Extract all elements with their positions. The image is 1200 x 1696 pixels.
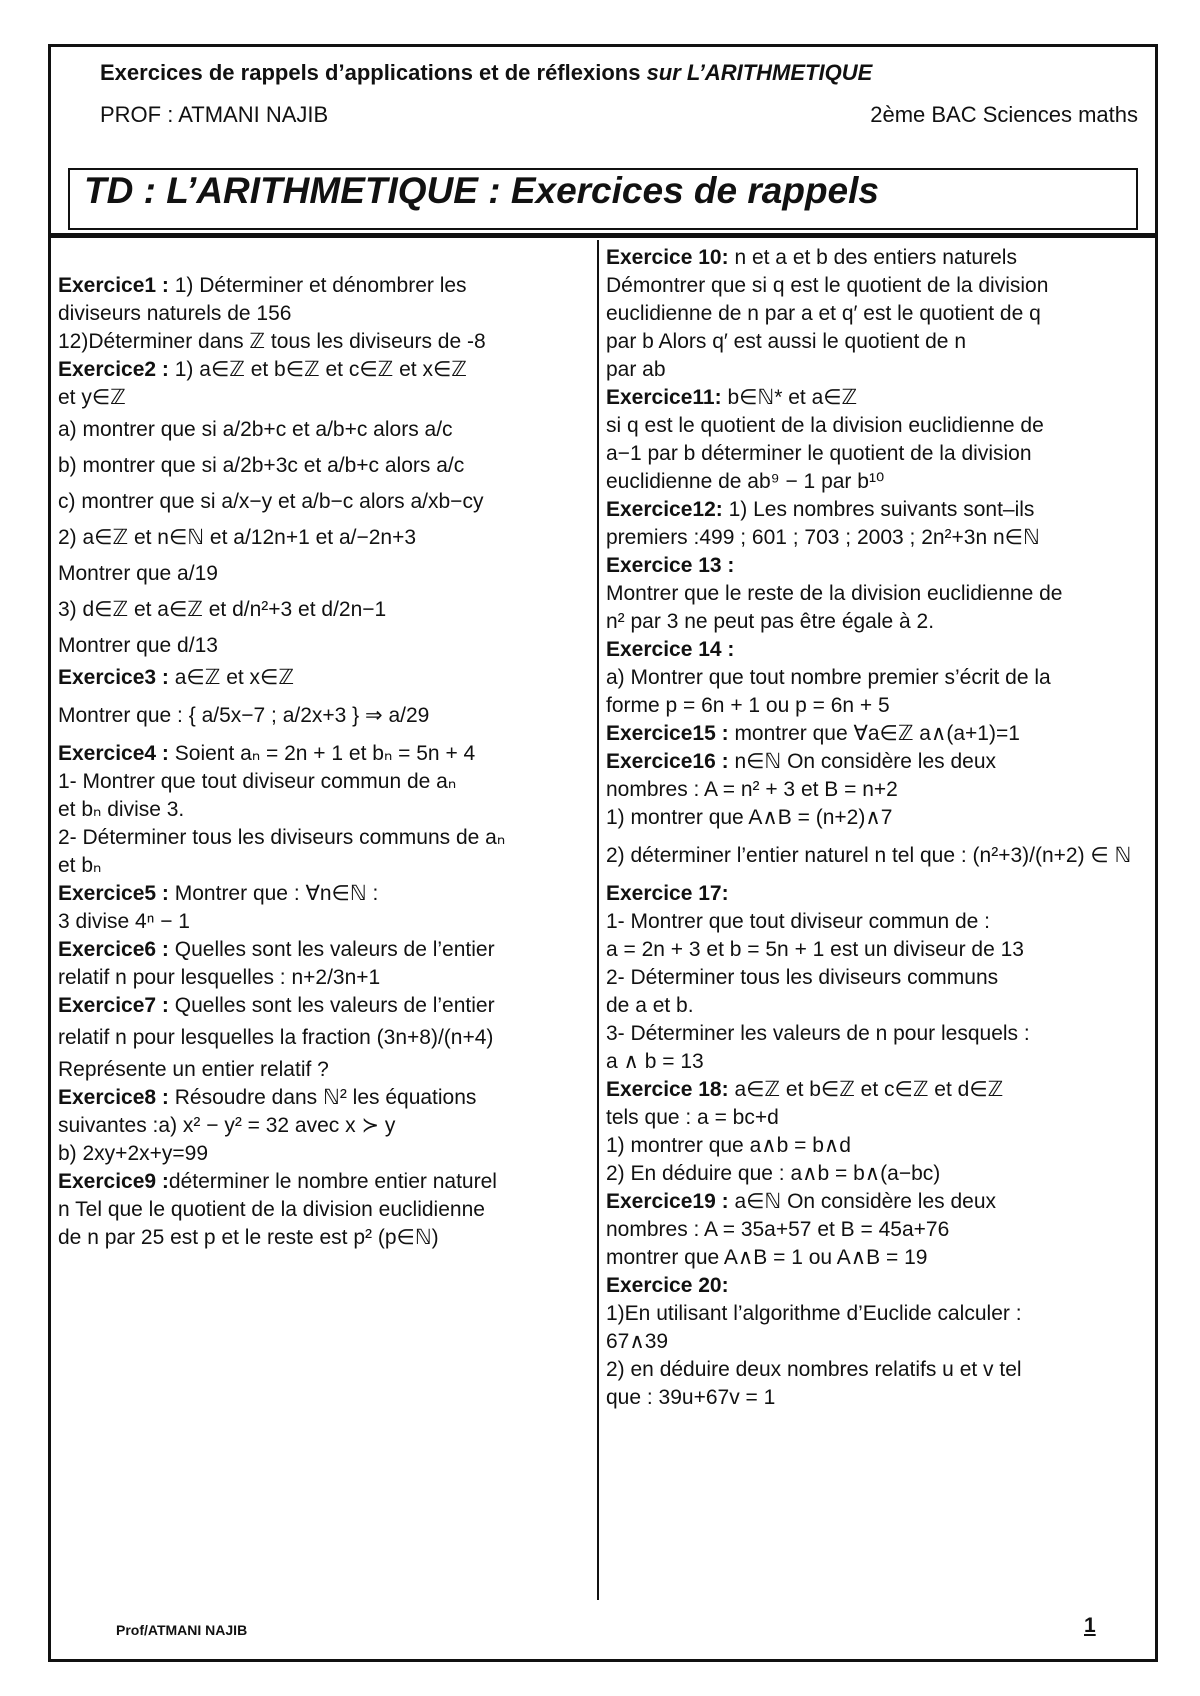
exercise-text: Montrer que a/19 <box>58 562 218 585</box>
exercise-text: diviseurs naturels de 156 <box>58 302 292 325</box>
text-line <box>606 776 1146 804</box>
exercise-text: 1- Montrer que tout diviseur commun de aₙ <box>58 770 457 793</box>
exercise-text: a−1 par b déterminer le quotient de la division <box>606 442 1032 465</box>
text-line <box>58 936 588 964</box>
exercise-text: b) montrer que si a/2b+3c et a/b+c alors a/c <box>58 454 465 477</box>
text-line <box>58 992 588 1020</box>
text-line <box>606 356 1146 384</box>
text-line <box>58 664 588 692</box>
exercise-text: Montrer que le reste de la division euclidienne de <box>606 582 1063 605</box>
exercise-text: a∈ℕ On considère les deux <box>728 1190 997 1213</box>
text-line <box>606 636 1146 664</box>
text-line <box>606 440 1146 468</box>
exercise-heading: Exercice2 : <box>58 358 169 381</box>
text-line <box>606 1076 1146 1104</box>
text-line <box>606 692 1146 720</box>
exercise-text: a∈ℤ et b∈ℤ et c∈ℤ et d∈ℤ <box>728 1078 1004 1101</box>
text-line <box>606 804 1146 832</box>
text-line <box>606 1020 1146 1048</box>
exercise-text: de a et b. <box>606 994 694 1017</box>
exercise-heading: Exercice3 : <box>58 666 169 689</box>
exercise-text: n² par 3 ne peut pas être égale à 2. <box>606 610 935 633</box>
exercise-text: 3- Déterminer les valeurs de n pour lesquels : <box>606 1022 1030 1045</box>
exercise-text: 67∧39 <box>606 1330 669 1353</box>
exercise-text: Démontrer que si q est le quotient de la division <box>606 274 1049 297</box>
text-line <box>58 852 588 880</box>
text-line <box>58 796 588 824</box>
text-line <box>58 1056 588 1084</box>
exercise-text: Montrer que : { a/5x−7 ; a/2x+3 } ⇒ a/29 <box>58 704 430 727</box>
exercise-text: 3) d∈ℤ et a∈ℤ et d/n²+3 et d/2n−1 <box>58 598 387 621</box>
text-line <box>58 964 588 992</box>
exercise-text: a) montrer que si a/2b+c et a/b+c alors a/c <box>58 418 453 441</box>
text-line <box>58 628 588 664</box>
text-line <box>58 592 588 628</box>
teacher-name: PROF : ATMANI NAJIB <box>100 102 329 127</box>
exercise-text: c) montrer que si a/x−y et a/b−c alors a/xb−cy <box>58 490 484 513</box>
footer-author: Prof/ATMANI NAJIB <box>116 1622 248 1638</box>
exercise-text: relatif n pour lesquelles la fraction (3n+8)/(n+4) <box>58 1026 494 1049</box>
exercise-text: 1) Les nombres suivants sont–ils <box>722 498 1035 521</box>
exercise-text: 1) Déterminer et dénombrer les <box>168 274 467 297</box>
text-line <box>58 824 588 852</box>
exercise-text: et y∈ℤ <box>58 386 126 409</box>
exercise-heading: Exercice9 : <box>58 1170 169 1193</box>
text-line <box>58 1168 588 1196</box>
exercise-text: a ∧ b = 13 <box>606 1050 704 1073</box>
exercise-heading: Exercice 17: <box>606 882 729 905</box>
exercise-heading: Exercice1 : <box>58 274 169 297</box>
exercise-text: par ab <box>606 358 666 381</box>
text-line <box>58 908 588 936</box>
exercise-text: Quelles sont les valeurs de l’entier <box>168 938 495 961</box>
text-line <box>58 484 588 520</box>
exercise-text: 1) a∈ℤ et b∈ℤ et c∈ℤ et x∈ℤ <box>168 358 467 381</box>
text-line <box>606 608 1146 636</box>
exercise-text: a = 2n + 3 et b = 5n + 1 est un diviseur de 13 <box>606 938 1024 961</box>
exercise-text: 1) montrer que A∧B = (n+2)∧7 <box>606 806 893 829</box>
exercise-text: 2) en déduire deux nombres relatifs u et v tel <box>606 1358 1022 1381</box>
text-line <box>606 1104 1146 1132</box>
text-line <box>606 964 1146 992</box>
exercise-text: b) 2xy+2x+y=99 <box>58 1142 209 1165</box>
exercise-text: 3 divise 4ⁿ − 1 <box>58 910 190 933</box>
text-line <box>58 740 588 768</box>
exercise-heading: Exercice16 : <box>606 750 729 773</box>
text-line <box>58 880 588 908</box>
text-line <box>606 1216 1146 1244</box>
exercise-text: 1- Montrer que tout diviseur commun de : <box>606 910 991 933</box>
text-line <box>58 356 588 384</box>
exercise-text: euclidienne de n par a et q′ est le quotient de q <box>606 302 1041 325</box>
exercise-heading: Exercice 18: <box>606 1078 729 1101</box>
exercise-text: Quelles sont les valeurs de l’entier <box>168 994 495 1017</box>
text-line <box>58 1084 588 1112</box>
text-line <box>606 1384 1146 1412</box>
exercise-text: 2- Déterminer tous les diviseurs communs de aₙ <box>58 826 506 849</box>
exercise-text: premiers :499 ; 601 ; 703 ; 2003 ; 2n²+3n n∈ℕ <box>606 526 1040 549</box>
text-line <box>606 880 1146 908</box>
subtitle-plain: Exercices de rappels d’applications et de réflexions <box>100 60 647 85</box>
exercise-heading: Exercice12: <box>606 498 723 521</box>
exercise-text: par b Alors q′ est aussi le quotient de n <box>606 330 966 353</box>
exercise-text: de n par 25 est p et le reste est p² (p∈ℕ) <box>58 1226 439 1249</box>
text-line <box>58 272 588 300</box>
exercise-text: montrer que A∧B = 1 ou A∧B = 19 <box>606 1246 928 1269</box>
exercise-heading: Exercice 10: <box>606 246 729 269</box>
text-line <box>58 384 588 412</box>
text-line <box>606 992 1146 1020</box>
exercise-heading: Exercice19 : <box>606 1190 729 1213</box>
text-line <box>58 328 588 356</box>
text-line <box>58 692 588 740</box>
exercise-text: 2) En déduire que : a∧b = b∧(a−bc) <box>606 1162 941 1185</box>
exercise-heading: Exercice4 : <box>58 742 169 765</box>
page-number: 1 <box>1084 1614 1096 1637</box>
exercise-heading: Exercice 14 : <box>606 638 735 661</box>
text-line <box>606 748 1146 776</box>
exercise-text: Résoudre dans ℕ² les équations <box>168 1086 477 1109</box>
text-line <box>606 1188 1146 1216</box>
exercise-text: relatif n pour lesquelles : n+2/3n+1 <box>58 966 381 989</box>
exercise-text: 2) déterminer l’entier naturel n tel que : (n²+3)/(n+2) ∈ ℕ <box>606 844 1132 867</box>
exercise-heading: Exercice11: <box>606 386 722 409</box>
text-line <box>58 1020 588 1056</box>
text-line <box>606 412 1146 440</box>
exercise-text: Représente un entier relatif ? <box>58 1058 329 1081</box>
exercise-text: a∈ℤ et x∈ℤ <box>168 666 294 689</box>
exercise-heading: Exercice15 : <box>606 722 729 745</box>
exercise-text: Montrer que : ∀n∈ℕ : <box>168 882 379 905</box>
exercise-heading: Exercice8 : <box>58 1086 169 1109</box>
text-line <box>606 384 1146 412</box>
exercise-text: nombres : A = 35a+57 et B = 45a+76 <box>606 1218 950 1241</box>
text-line <box>58 1196 588 1224</box>
text-line <box>606 664 1146 692</box>
text-line <box>606 1160 1146 1188</box>
exercise-text: tels que : a = bc+d <box>606 1106 779 1129</box>
text-line <box>606 720 1146 748</box>
text-line <box>58 556 588 592</box>
exercise-text: si q est le quotient de la division euclidienne de <box>606 414 1044 437</box>
right-column <box>606 244 1146 1412</box>
exercise-text: nombres : A = n² + 3 et B = n+2 <box>606 778 898 801</box>
exercise-text: euclidienne de ab⁹ − 1 par b¹⁰ <box>606 470 885 493</box>
text-line <box>58 1140 588 1168</box>
exercise-text: que : 39u+67v = 1 <box>606 1386 776 1409</box>
text-line <box>606 272 1146 300</box>
column-divider <box>597 240 599 1600</box>
text-line <box>58 520 588 556</box>
text-line <box>606 1048 1146 1076</box>
text-line <box>606 300 1146 328</box>
exercise-text: et bₙ divise 3. <box>58 798 185 821</box>
exercise-heading: Exercice7 : <box>58 994 169 1017</box>
exercise-text: Soient aₙ = 2n + 1 et bₙ = 5n + 4 <box>168 742 476 765</box>
text-line <box>606 244 1146 272</box>
text-line <box>606 1328 1146 1356</box>
text-line <box>606 936 1146 964</box>
exercise-text: 2- Déterminer tous les diviseurs communs <box>606 966 999 989</box>
text-line <box>58 768 588 796</box>
exercise-text: 12)Déterminer dans ℤ tous les diviseurs de -8 <box>58 330 486 353</box>
exercise-text: a) Montrer que tout nombre premier s’écrit de la <box>606 666 1051 689</box>
text-line <box>606 908 1146 936</box>
exercise-text: n et a et b des entiers naturels <box>728 246 1017 269</box>
text-line <box>606 1356 1146 1384</box>
text-line <box>58 1224 588 1252</box>
subtitle-italic: sur L’ARITHMETIQUE <box>646 60 873 85</box>
exercise-text: 2) a∈ℤ et n∈ℕ et a/12n+1 et a/−2n+3 <box>58 526 417 549</box>
text-line <box>606 580 1146 608</box>
exercise-text: et bₙ <box>58 854 102 877</box>
exercise-text: déterminer le nombre entier naturel <box>168 1170 497 1193</box>
class-level: 2ème BAC Sciences maths <box>870 102 1138 127</box>
text-line <box>606 524 1146 552</box>
text-line <box>606 328 1146 356</box>
text-line <box>606 1244 1146 1272</box>
exercise-heading: Exercice6 : <box>58 938 169 961</box>
text-line <box>606 496 1146 524</box>
exercise-text: montrer que ∀a∈ℤ a∧(a+1)=1 <box>728 722 1020 745</box>
document-subtitle <box>100 60 872 86</box>
exercise-text: 1)En utilisant l’algorithme d’Euclide calculer : <box>606 1302 1022 1325</box>
text-line <box>58 1112 588 1140</box>
text-line <box>606 1132 1146 1160</box>
exercise-text: 1) montrer que a∧b = b∧d <box>606 1134 851 1157</box>
exercise-text: n Tel que le quotient de la division euclidienne <box>58 1198 485 1221</box>
exercise-heading: Exercice 13 : <box>606 554 735 577</box>
text-line <box>606 552 1146 580</box>
text-line <box>58 412 588 448</box>
exercise-heading: Exercice 20: <box>606 1274 729 1297</box>
text-line <box>58 300 588 328</box>
text-line <box>606 832 1146 880</box>
exercise-text: b∈ℕ* et a∈ℤ <box>721 386 858 409</box>
exercise-text: suivantes :a) x² − y² = 32 avec x ≻ y <box>58 1114 396 1137</box>
text-line <box>606 468 1146 496</box>
exercise-text: n∈ℕ On considère les deux <box>728 750 997 773</box>
page-title: TD : L’ARITHMETIQUE : Exercices de rappels <box>84 170 879 211</box>
exercise-text: Montrer que d/13 <box>58 634 218 657</box>
text-line <box>606 1300 1146 1328</box>
exercise-heading: Exercice5 : <box>58 882 169 905</box>
exercise-text: forme p = 6n + 1 ou p = 6n + 5 <box>606 694 890 717</box>
left-column <box>58 272 588 1252</box>
text-line <box>58 448 588 484</box>
text-line <box>606 1272 1146 1300</box>
